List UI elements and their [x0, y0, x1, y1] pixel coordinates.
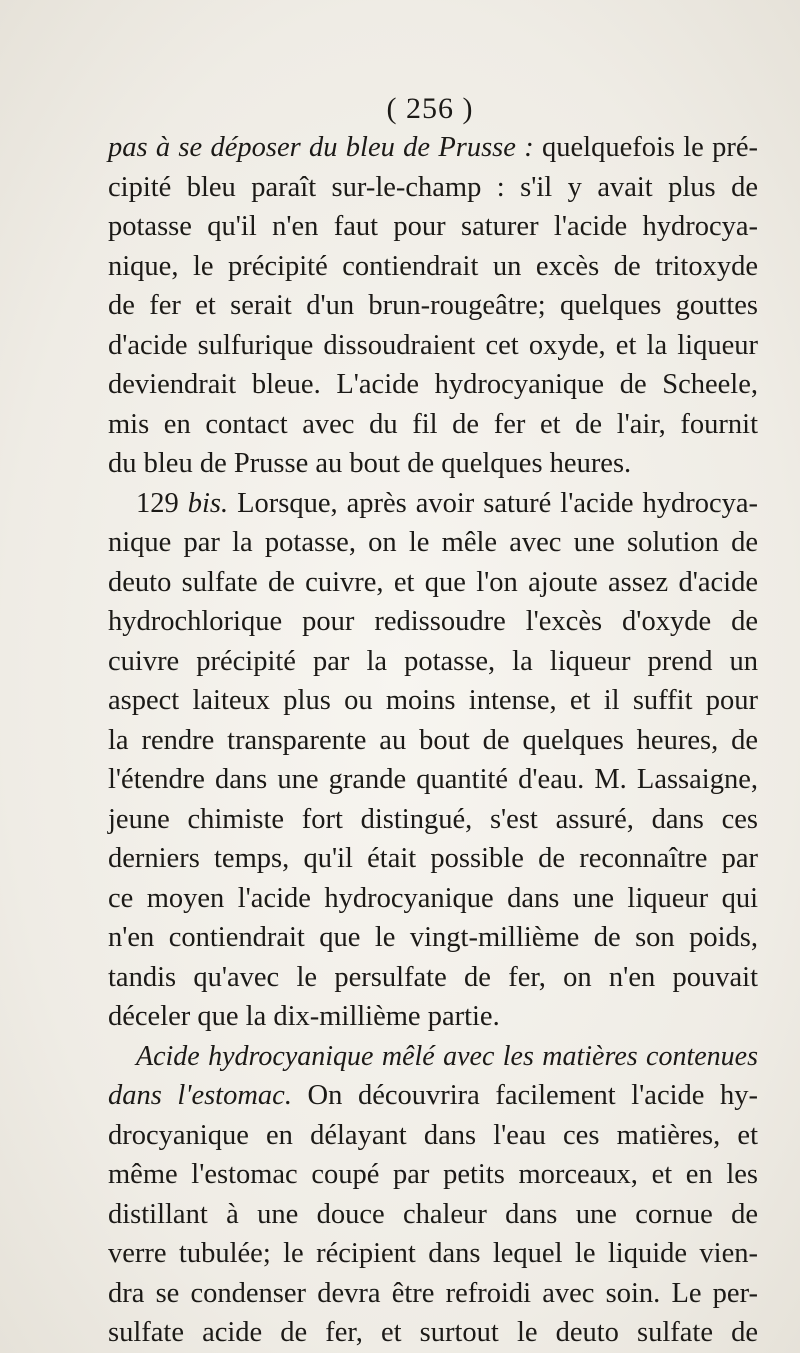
italic-text: bis.	[187, 487, 229, 519]
italic-text: pas à se déposer du bleu de Prusse :	[108, 132, 534, 163]
page-number: ( 256 )	[386, 92, 474, 125]
text-segment: deviendrait bleue. L'acide hydrocyanique de Scheele,	[108, 369, 758, 400]
text-line	[108, 1155, 758, 1195]
text-line	[108, 326, 758, 366]
text-segment: ce moyen l'acide hydrocyanique dans une liqueur qui	[108, 882, 758, 914]
italic-text: Acide hydrocyanique mêlé avec les matières contenues	[136, 1040, 758, 1072]
text-segment: dra se condenser devra être refroidi avec soin. Le per-	[108, 1277, 758, 1309]
text-line	[108, 602, 758, 642]
text-line	[108, 918, 758, 958]
text-segment: déceler que la dix-millième partie.	[108, 1001, 500, 1032]
text-line	[108, 1037, 758, 1077]
text-line	[108, 128, 758, 168]
text-line	[108, 760, 758, 800]
text-line	[108, 484, 758, 524]
text-segment: quelquefois le pré-	[533, 132, 758, 163]
text-line	[108, 1234, 758, 1274]
text-segment: aspect laiteux plus ou moins intense, et il suffit pour	[108, 685, 758, 716]
text-line	[108, 1076, 758, 1116]
text-line	[108, 1313, 758, 1353]
text-segment: Lorsque, après avoir saturé l'acide hydrocya-	[228, 487, 758, 519]
text-segment: distillant à une douce chaleur dans une cornue de	[108, 1198, 758, 1230]
text-segment: jeune chimiste fort distingué, s'est assuré, dans ces	[108, 803, 758, 835]
text-segment: potasse qu'il n'en faut pour saturer l'acide hydrocya-	[108, 211, 758, 242]
italic-text: dans l'estomac.	[108, 1080, 292, 1111]
text-line	[108, 721, 758, 761]
text-segment: drocyanique en délayant dans l'eau ces matières, et	[108, 1119, 758, 1151]
text-line	[108, 1274, 758, 1314]
text-segment: hydrochlorique pour redissoudre l'excès d'oxyde de	[108, 606, 758, 637]
text-line	[108, 800, 758, 840]
text-segment: 129	[136, 487, 188, 519]
text-segment: de fer et serait d'un brun-rougeâtre; quelques gouttes	[108, 290, 758, 321]
text-segment: tandis qu'avec le persulfate de fer, on n'en pouvait	[108, 961, 758, 993]
text-line	[108, 839, 758, 879]
text-segment: nique par la potasse, on le mêle avec une solution de	[108, 527, 758, 558]
text-segment: verre tubulée; le récipient dans lequel le liquide vien-	[108, 1238, 758, 1269]
text-line	[108, 879, 758, 919]
text-line	[108, 642, 758, 682]
text-line	[108, 997, 758, 1037]
body-text	[108, 128, 758, 1353]
text-segment: mis en contact avec du fil de fer et de l'air, fournit	[108, 408, 758, 440]
text-segment: deuto sulfate de cuivre, et que l'on ajoute assez d'acide	[108, 566, 758, 598]
text-segment: cuivre précipité par la potasse, la liqueur prend un	[108, 645, 758, 677]
text-segment: cipité bleu paraît sur-le-champ : s'il y avait plus de	[108, 171, 758, 203]
text-line	[108, 444, 758, 484]
text-line	[108, 1195, 758, 1235]
text-line	[108, 958, 758, 998]
text-line	[108, 681, 758, 721]
text-segment: derniers temps, qu'il était possible de reconnaître par	[108, 843, 758, 874]
text-segment: même l'estomac coupé par petits morceaux, et en les	[108, 1159, 758, 1190]
text-segment: la rendre transparente au bout de quelques heures, de	[108, 724, 758, 756]
text-segment: nique, le précipité contiendrait un excès de tritoxyde	[108, 250, 758, 282]
text-line	[108, 247, 758, 287]
text-line	[108, 168, 758, 208]
text-line	[108, 207, 758, 247]
text-line	[108, 286, 758, 326]
text-segment: d'acide sulfurique dissoudraient cet oxyde, et la liqueur	[108, 329, 758, 361]
text-line	[108, 1116, 758, 1156]
text-segment: sulfate acide de fer, et surtout le deuto sulfate de	[108, 1317, 758, 1348]
text-line	[108, 523, 758, 563]
text-line	[108, 405, 758, 445]
text-line	[108, 563, 758, 603]
text-segment: l'étendre dans une grande quantité d'eau. M. Lassaigne,	[108, 764, 758, 795]
text-segment: On découvrira facilement l'acide hy-	[291, 1080, 759, 1111]
text-segment: n'en contiendrait que le vingt-millième de son poids,	[108, 922, 758, 953]
text-line	[108, 365, 758, 405]
text-segment: du bleu de Prusse au bout de quelques heures.	[108, 448, 632, 479]
